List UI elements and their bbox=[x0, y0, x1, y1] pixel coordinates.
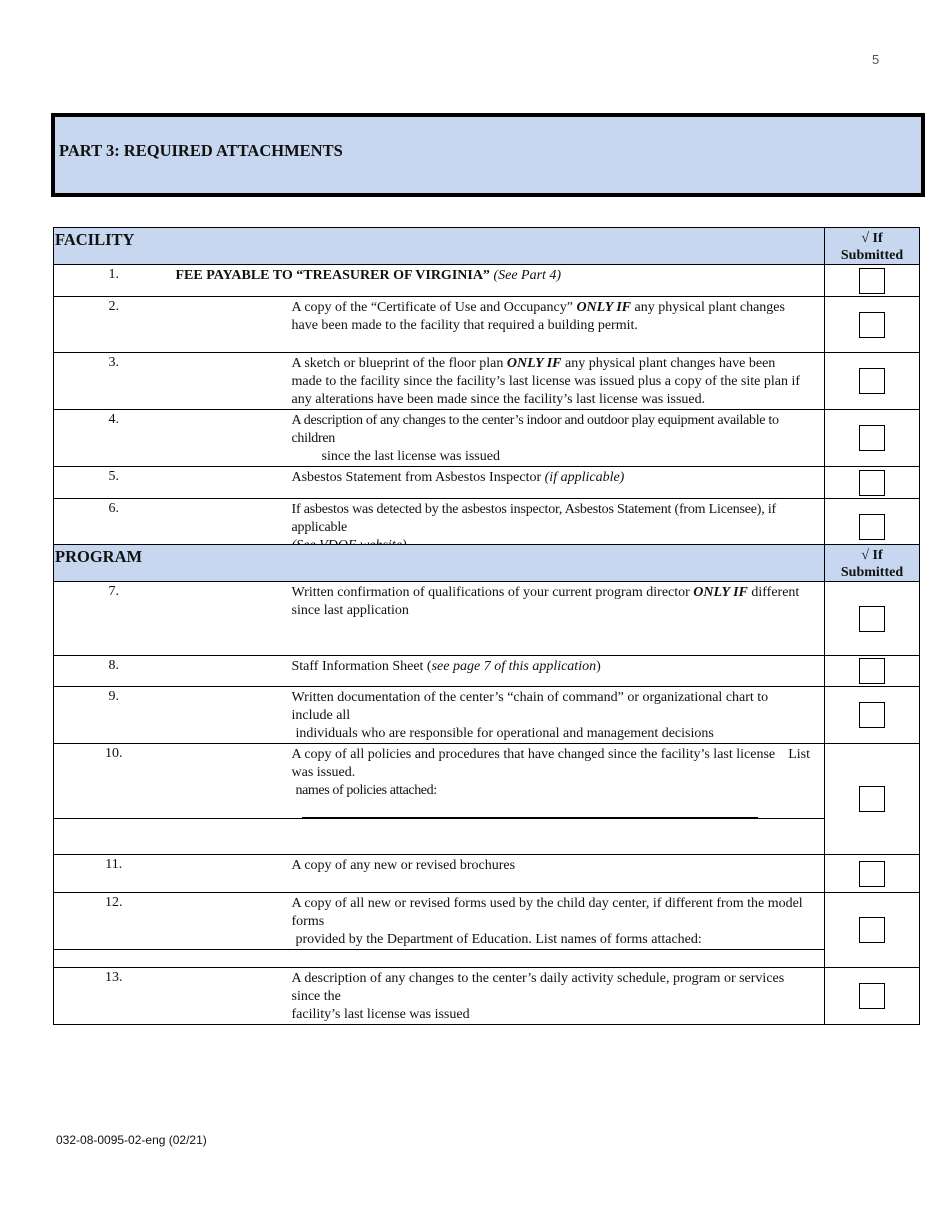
checkbox-cell bbox=[825, 353, 920, 410]
item-text-part: A copy of all new or revised forms used by the child day center, if different from the model forms bbox=[291, 896, 803, 929]
item-emphasis: ONLY IF bbox=[506, 356, 562, 371]
part-title: PART 3: REQUIRED ATTACHMENTS bbox=[59, 141, 343, 160]
checkbox-cell bbox=[825, 687, 920, 744]
item-text-part: Written documentation of the center’s “chain of command” or organizational chart to include all bbox=[291, 690, 769, 723]
item-text-part: List bbox=[788, 747, 811, 762]
checkbox-cell bbox=[825, 855, 920, 893]
item-text-part: A copy of all policies and procedures that have changed since the facility’s last license was issued. bbox=[291, 747, 776, 780]
item-text bbox=[174, 687, 825, 744]
table-row bbox=[54, 656, 920, 687]
submitted-checkbox[interactable] bbox=[859, 514, 885, 540]
item-text-part: any physical plant changes have been made to the facility since the facility’s last license was issued plus a copy of the site plan if any alterations have been made since the facility’s last license was issued. bbox=[291, 356, 801, 407]
item-text-part: facility’s last license was issued bbox=[291, 1007, 470, 1022]
item-text-part: A copy of the “Certificate of Use and Occupancy” bbox=[291, 300, 573, 315]
item-text-part: If asbestos was detected by the asbestos inspector, Asbestos Statement (from Licensee), if applicable bbox=[291, 502, 777, 535]
item-text-part: different since last application bbox=[291, 585, 800, 618]
item-text bbox=[174, 410, 825, 467]
table-row bbox=[54, 855, 920, 893]
item-italic: see page 7 of this application bbox=[431, 659, 597, 674]
checkbox-cell bbox=[825, 744, 920, 855]
item-text bbox=[174, 297, 825, 353]
item-number: 10. bbox=[54, 744, 174, 819]
item-italic: (See Part 4) bbox=[493, 268, 562, 283]
program-heading: PROGRAM bbox=[54, 545, 825, 582]
table-row bbox=[54, 582, 920, 656]
item-bold: FEE PAYABLE TO “TREASURER OF VIRGINIA” bbox=[175, 268, 490, 283]
check-column-header bbox=[825, 545, 920, 582]
checkbox-cell bbox=[825, 893, 920, 968]
item-number: 11. bbox=[54, 855, 174, 893]
policies-names-line[interactable] bbox=[302, 803, 758, 818]
item-text bbox=[174, 467, 825, 499]
item-text-part: A copy of any new or revised brochures bbox=[291, 858, 516, 873]
submitted-checkbox[interactable] bbox=[859, 268, 885, 294]
item-text bbox=[174, 582, 825, 656]
facility-table bbox=[53, 227, 920, 556]
item-number: 7. bbox=[54, 582, 174, 656]
program-table bbox=[53, 544, 920, 1025]
item-text-part: provided by the Department of Education. List names of forms attached: bbox=[295, 932, 702, 947]
submitted-checkbox[interactable] bbox=[859, 983, 885, 1009]
item-text-part: individuals who are responsible for operational and management decisions bbox=[295, 726, 714, 741]
table-row bbox=[54, 968, 920, 1025]
submitted-checkbox[interactable] bbox=[859, 312, 885, 338]
check-header-line1: √ If bbox=[861, 231, 883, 246]
checkbox-cell bbox=[825, 297, 920, 353]
check-header-line1: √ If bbox=[861, 548, 883, 563]
item-text-part: names of policies attached: bbox=[295, 783, 437, 798]
item-number: 9. bbox=[54, 687, 174, 744]
check-header-line2: Submitted bbox=[840, 248, 904, 263]
submitted-checkbox[interactable] bbox=[859, 786, 885, 812]
submitted-checkbox[interactable] bbox=[859, 470, 885, 496]
blank-entry-row[interactable] bbox=[54, 819, 825, 855]
item-text-part: A description of any changes to the center’s indoor and outdoor play equipment available to children bbox=[291, 413, 779, 446]
item-text-part: A description of any changes to the center’s daily activity schedule, program or services since the bbox=[291, 971, 785, 1004]
table-row bbox=[54, 410, 920, 467]
item-emphasis: ONLY IF bbox=[576, 300, 632, 315]
item-text-part: Staff Information Sheet ( bbox=[291, 659, 432, 674]
table-row bbox=[54, 819, 920, 855]
facility-heading: FACILITY bbox=[54, 228, 825, 265]
checkbox-cell bbox=[825, 410, 920, 467]
item-number: 13. bbox=[54, 968, 174, 1025]
check-column-header bbox=[825, 228, 920, 265]
table-row bbox=[54, 744, 920, 819]
submitted-checkbox[interactable] bbox=[859, 702, 885, 728]
table-row bbox=[54, 353, 920, 410]
blank-entry-row[interactable] bbox=[54, 950, 825, 968]
item-text bbox=[174, 893, 825, 950]
item-text bbox=[174, 744, 825, 819]
item-number: 12. bbox=[54, 893, 174, 950]
item-text bbox=[174, 265, 825, 297]
item-text-part: ) bbox=[596, 659, 601, 674]
item-number: 1. bbox=[54, 265, 174, 297]
table-row bbox=[54, 687, 920, 744]
item-text-part: since the last license was issued bbox=[321, 449, 500, 464]
item-emphasis: ONLY IF bbox=[693, 585, 748, 600]
item-number: 4. bbox=[54, 410, 174, 467]
item-text bbox=[174, 968, 825, 1025]
part-header-box bbox=[51, 113, 925, 197]
table-row bbox=[54, 297, 920, 353]
item-number: 2. bbox=[54, 297, 174, 353]
submitted-checkbox[interactable] bbox=[859, 861, 885, 887]
item-text-part: Asbestos Statement from Asbestos Inspector bbox=[291, 470, 542, 485]
submitted-checkbox[interactable] bbox=[859, 917, 885, 943]
table-row bbox=[54, 893, 920, 950]
table-row bbox=[54, 265, 920, 297]
submitted-checkbox[interactable] bbox=[859, 658, 885, 684]
checkbox-cell bbox=[825, 265, 920, 297]
item-text-part: any physical plant changes have been made to the facility that required a building permit. bbox=[291, 300, 785, 333]
check-header-line2: Submitted bbox=[840, 565, 904, 580]
item-number: 5. bbox=[54, 467, 174, 499]
item-text-part: A sketch or blueprint of the floor plan bbox=[291, 356, 504, 371]
item-number: 6. bbox=[54, 499, 174, 556]
checkbox-cell bbox=[825, 968, 920, 1025]
item-number: 3. bbox=[54, 353, 174, 410]
checkbox-cell bbox=[825, 656, 920, 687]
page-number: 5 bbox=[872, 52, 880, 67]
submitted-checkbox[interactable] bbox=[859, 425, 885, 451]
item-text bbox=[174, 656, 825, 687]
form-code-footer: 032-08-0095-02-eng (02/21) bbox=[56, 1133, 207, 1147]
checkbox-cell bbox=[825, 467, 920, 499]
item-text bbox=[174, 353, 825, 410]
submitted-checkbox[interactable] bbox=[859, 368, 885, 394]
item-text bbox=[174, 855, 825, 893]
table-row bbox=[54, 950, 920, 968]
item-text-part: Written confirmation of qualifications of your current program director bbox=[291, 585, 690, 600]
item-number: 8. bbox=[54, 656, 174, 687]
table-row bbox=[54, 467, 920, 499]
checkbox-cell bbox=[825, 582, 920, 656]
submitted-checkbox[interactable] bbox=[859, 606, 885, 632]
item-italic: (if applicable) bbox=[544, 470, 625, 485]
